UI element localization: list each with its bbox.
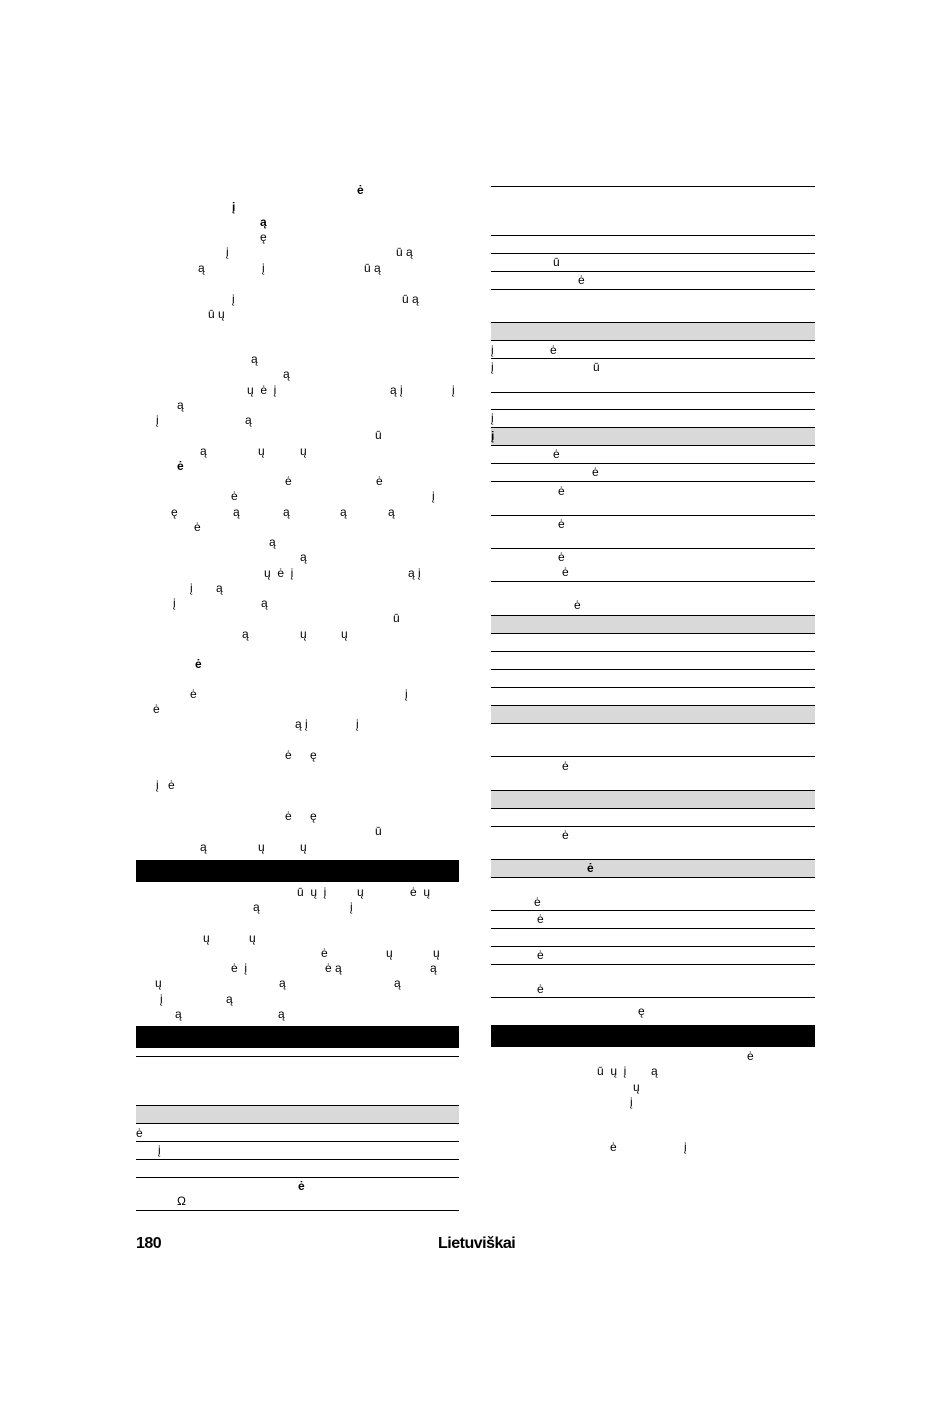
- glyph: ė: [195, 657, 202, 671]
- glyph: ą: [200, 840, 207, 854]
- glyph: ė: [553, 447, 560, 461]
- table-rule: [491, 687, 815, 688]
- glyph: į: [491, 360, 494, 374]
- glyph: ą: [233, 505, 240, 519]
- glyph: ų: [357, 885, 364, 899]
- table-rule: [491, 964, 815, 965]
- glyph: ą: [260, 215, 267, 229]
- glyph: ų: [341, 627, 348, 641]
- glyph: ą į: [295, 717, 308, 731]
- glyph: ė: [194, 520, 201, 534]
- glyph: ė: [592, 465, 599, 479]
- table-rule: [136, 1056, 459, 1057]
- glyph: ą: [283, 505, 290, 519]
- glyph: ė: [321, 946, 328, 960]
- glyph: ė: [587, 861, 594, 875]
- glyph: ą: [175, 1007, 182, 1021]
- glyph: į: [232, 200, 236, 214]
- glyph: ą: [198, 261, 205, 275]
- glyph: į: [156, 778, 159, 792]
- glyph: ų: [633, 1080, 640, 1094]
- table-rule: [491, 826, 815, 827]
- glyph: ė: [562, 759, 569, 773]
- glyph: ė į: [231, 961, 248, 975]
- table-rule: [491, 928, 815, 929]
- glyph: į: [262, 261, 265, 275]
- glyph: į: [491, 411, 494, 425]
- glyph: ū ų: [208, 307, 225, 321]
- glyph: ą: [251, 352, 258, 366]
- glyph: ė: [177, 459, 184, 473]
- glyph: ą: [394, 976, 401, 990]
- glyph: ą į: [408, 566, 421, 580]
- glyph: ė: [168, 778, 175, 792]
- table-group-row: [491, 790, 815, 809]
- table-rule: [491, 515, 815, 516]
- table-rule: [491, 997, 815, 998]
- footer-language-label: Lietuviškai: [438, 1235, 516, 1252]
- table-group-row: [136, 1105, 459, 1124]
- glyph: į: [452, 383, 455, 397]
- glyph: ū: [553, 255, 560, 269]
- glyph: ą: [300, 550, 307, 564]
- glyph: ą: [388, 505, 395, 519]
- table-rule: [136, 1141, 459, 1142]
- table-rule: [491, 289, 815, 290]
- glyph: ų: [300, 840, 307, 854]
- glyph: į: [232, 292, 235, 306]
- glyph: į: [630, 1095, 633, 1109]
- glyph: ą: [283, 367, 290, 381]
- glyph: į: [226, 245, 229, 259]
- glyph: ė: [562, 828, 569, 842]
- glyph: ė: [231, 489, 238, 503]
- glyph: ą: [278, 1007, 285, 1021]
- glyph: į: [173, 596, 176, 610]
- glyph: ų: [300, 627, 307, 641]
- table-rule: [491, 756, 815, 757]
- table-rule: [491, 463, 815, 464]
- page-number: 180: [136, 1235, 162, 1252]
- table-rule: [491, 581, 815, 582]
- glyph: ų: [155, 976, 162, 990]
- glyph: ė: [558, 517, 565, 531]
- table-rule: [491, 358, 815, 359]
- table-rule: [491, 186, 815, 187]
- glyph: ę: [171, 505, 178, 519]
- glyph: ų: [258, 840, 265, 854]
- glyph: į: [405, 687, 408, 701]
- glyph: į: [684, 1140, 687, 1154]
- glyph: ū: [393, 611, 400, 625]
- glyph: ė: [558, 550, 565, 564]
- glyph: Ω: [177, 1194, 186, 1208]
- glyph: į: [491, 343, 494, 357]
- glyph: ė: [534, 895, 541, 909]
- table-group-row: [491, 859, 815, 878]
- glyph: ū: [593, 360, 600, 374]
- table-rule: [491, 548, 815, 549]
- table-rule: [491, 409, 815, 410]
- table-rule: [136, 1159, 459, 1160]
- glyph: ų: [433, 946, 440, 960]
- glyph: ų ė į: [264, 566, 294, 580]
- glyph: ą: [261, 596, 268, 610]
- table-rule: [491, 910, 815, 911]
- glyph: ė: [558, 484, 565, 498]
- glyph: ę: [638, 1004, 645, 1018]
- table-rule: [491, 392, 815, 393]
- table-header-bar: [136, 1026, 459, 1048]
- glyph: ą: [245, 413, 252, 427]
- glyph: ė: [298, 1179, 305, 1193]
- glyph: ū: [375, 824, 382, 838]
- glyph: ū: [375, 428, 382, 442]
- glyph: ė: [537, 948, 544, 962]
- glyph: ė: [537, 982, 544, 996]
- glyph: ę: [260, 230, 267, 244]
- glyph: ą: [269, 535, 276, 549]
- glyph: ą: [651, 1064, 658, 1078]
- glyph: ė: [357, 183, 364, 197]
- glyph: į: [158, 1143, 161, 1157]
- glyph: ė: [285, 809, 292, 823]
- table-group-row: [491, 322, 815, 341]
- glyph: ė: [537, 912, 544, 926]
- glyph: ė: [285, 748, 292, 762]
- glyph: ū ą: [396, 245, 413, 259]
- glyph: ą: [226, 992, 233, 1006]
- table-group-row: [491, 705, 815, 724]
- glyph: ą į: [390, 383, 403, 397]
- glyph: ą: [177, 398, 184, 412]
- table-rule: [136, 1177, 459, 1178]
- table-rule: [491, 481, 815, 482]
- glyph: ė: [610, 1140, 617, 1154]
- glyph: ų: [258, 444, 265, 458]
- table-rule: [136, 1210, 459, 1211]
- glyph: ų: [386, 946, 393, 960]
- glyph: ą: [216, 581, 223, 595]
- table-rule: [491, 669, 815, 670]
- glyph: į: [156, 413, 159, 427]
- glyph: ą: [279, 976, 286, 990]
- glyph: ą: [253, 900, 260, 914]
- glyph: ė: [578, 273, 585, 287]
- table-group-row: [491, 427, 815, 446]
- glyph: ū ą: [402, 292, 419, 306]
- table-rule: [491, 271, 815, 272]
- glyph: ė ą: [325, 961, 342, 975]
- glyph: ū ų į: [597, 1064, 627, 1078]
- glyph: ų: [300, 444, 307, 458]
- table-rule: [491, 253, 815, 254]
- glyph: ė: [376, 474, 383, 488]
- table-group-row: [491, 615, 815, 634]
- glyph: ė: [562, 565, 569, 579]
- glyph: ą: [340, 505, 347, 519]
- table-rule: [491, 946, 815, 947]
- glyph: ę: [310, 748, 317, 762]
- glyph: ė: [136, 1126, 143, 1140]
- table-rule: [491, 651, 815, 652]
- table-rule: [491, 235, 815, 236]
- glyph: į: [350, 900, 353, 914]
- glyph: į: [432, 489, 435, 503]
- glyph: ų ė į: [247, 383, 277, 397]
- glyph: ą: [200, 444, 207, 458]
- section-header-bar: [136, 860, 459, 882]
- glyph: ų: [249, 931, 256, 945]
- glyph: ė: [574, 598, 581, 612]
- glyph: ų: [203, 931, 210, 945]
- glyph: į: [356, 717, 359, 731]
- glyph: į: [491, 429, 495, 443]
- glyph: ū ą: [364, 261, 381, 275]
- glyph: ą: [242, 627, 249, 641]
- glyph: ū ų į: [297, 885, 327, 899]
- glyph: ė: [285, 474, 292, 488]
- glyph: ė: [190, 687, 197, 701]
- glyph: ė: [550, 343, 557, 357]
- section-header-bar: [491, 1025, 815, 1047]
- glyph: ą: [430, 961, 437, 975]
- glyph: į: [160, 992, 163, 1006]
- glyph: ė: [747, 1049, 754, 1063]
- glyph: ė: [153, 702, 160, 716]
- glyph: į: [190, 581, 193, 595]
- glyph: ę: [310, 809, 317, 823]
- glyph: ė ų: [410, 885, 431, 899]
